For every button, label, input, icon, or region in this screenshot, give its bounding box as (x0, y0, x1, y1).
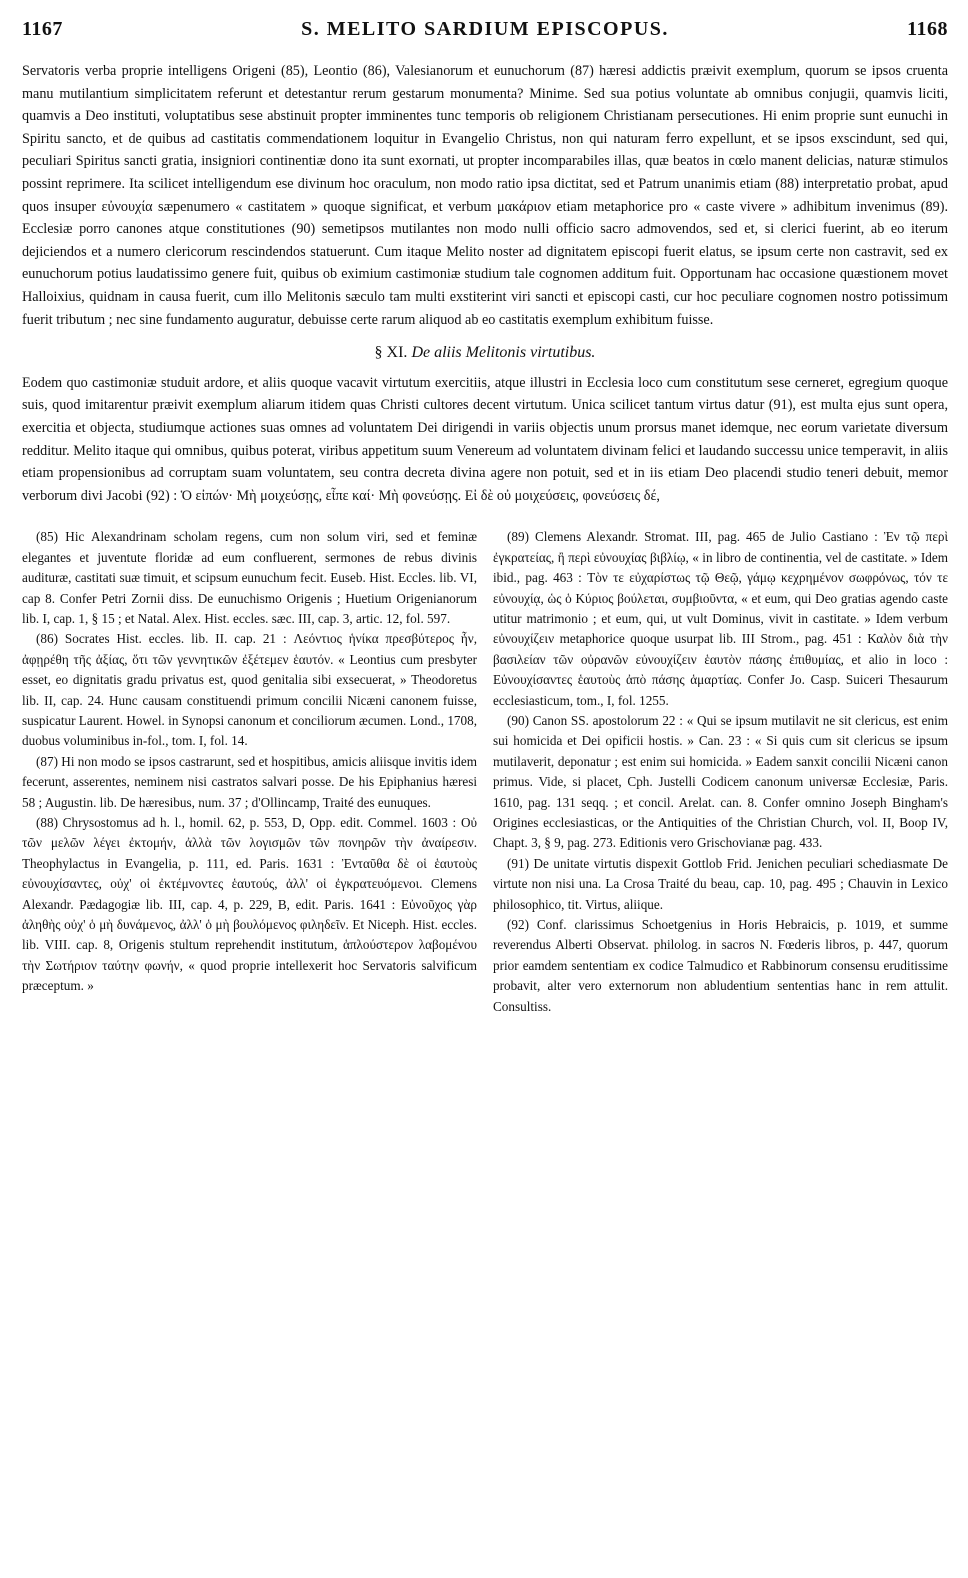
section-heading (22, 342, 948, 365)
document-page (22, 18, 948, 1017)
running-header (22, 18, 948, 48)
section-number: § XI. (374, 344, 408, 362)
footnotes-left-column (22, 527, 477, 1017)
right-page-number: 1168 (907, 18, 948, 40)
footnote-88: (88) Chrysostomus ad h. l., homil. 62, p. 553, D, Opp. edit. Commel. 1603 : Οὐ τῶν μελῶν λέγει ἐκτομήν, ἀλλὰ τῶν λογισμῶν τῶν πονηρῶν τὴν ἀναίρεσιν. Theophylactus in Evangelia, p. 111, ed. Paris. 1631 : Ἐνταῦθα δὲ οἱ ἑαυτοὺς εὐνουχίσαντες, οὐχ' οἱ ἐκτέμνοντες ἑαυτούς, ἀλλ' οἱ ἐγκρατευόμενοι. Clemens Alexandr. Pædagogiæ lib. III, cap. 4, p. 229, B, edit. Paris. 1641 : Εὐνοῦχος γὰρ ἀληθὴς οὐχ' ὁ μὴ δυνάμενος, ἀλλ' ὁ μὴ βουλόμενος φιληδεῖν. Et Niceph. Hist. eccles. lib. VIII. cap. 8, Origenis stultum reprehendit institutum, ἁπλούστερον λαβομένου τὴν Σωτήριον ταύτην φωνήν, « quod proprie intellexerit hoc Servatoris salvificum præceptum. » (22, 814, 477, 994)
footnote-92: (92) Conf. clarissimus Schoetgenius in Horis Hebraicis, p. 1019, et summe reverendus Alberti Observat. philolog. in sacros N. Fœderis libros, p. 447, quorum prior eamdem sententiam ex codice Talmudico et Rabbinorum consensu eruditissime probavit, alter vero externorum non abludentium sententias hanc in rem attulit. Consultiss. (493, 917, 948, 1014)
footnote-91: (91) De unitate virtutis dispexit Gottlob Frid. Jenichen peculiari schediasmate De virtute non nisi una. La Crosa Traité du beau, cap. 10, pag. 495 ; Chauvin in Lexico philosophico, tit. Virtus, aliique. (493, 855, 948, 912)
footnote-86: (86) Socrates Hist. eccles. lib. II. cap. 21 : Λεόντιος ἡνίκα πρεσβύτερος ἦν, ἀφῃρέθη τῆς ἀξίας, ὅτι τῶν γεννητικῶν ἐξέτεμεν ἑαυτόν. « Leontius cum presbyter esset, eo dignitatis gradu privatus est, quod genitalia sibi exsecuerat, » Theodoretus lib. II, cap. 24. Hunc causam constituendi primum concilii Nicæni canonem fuisse, suspicatur Laurent. Howel. in Synopsi canonum et conciliorum æcumen. Lond., 1708, duobus voluminibus in-fol., tom. I, fol. 14. (22, 631, 477, 749)
section-title: De aliis Melitonis virtutibus. (411, 344, 596, 362)
footnotes-right-column (493, 527, 948, 1017)
running-title: S. MELITO SARDIUM EPISCOPUS. (301, 18, 669, 40)
footnote-90: (90) Canon SS. apostolorum 22 : « Qui se ipsum mutilavit ne sit clericus, est enim sui homicida et Dei opificii hostis. » Can. 23 : « Si quis cum sit clericus se ipsum mutilaverit, deponatur ; est enim sui homicida. » Eadem sanxit concilii Nicæni canon primus. Vide, si placet, Cph. Justelli Codicem canonum universæ Ecclesiæ, Paris. 1610, pag. 131 seqq. ; et concil. Arelat. can. 8. Confer omnino Joseph Bingham's Origines ecclesiasticas, or the Antiquities of the Christian Church, vol. II, Boop IV, Chapt. 3, § 9, pag. 273. Editionis vero Grischovianæ pag. 433. (493, 712, 948, 851)
footnote-87: (87) Hi non modo se ipsos castrarunt, sed et hospitibus, amicis aliisque invitis idem fecerunt, asserentes, neminem nisi castratos salvari posse. De his Epiphanius hæresi 58 ; Augustin. lib. De hæresibus, num. 37 ; d'Ollincamp, Traité des eunuques. (22, 753, 477, 810)
paragraph: Eodem quo castimoniæ studuit ardore, et aliis quoque vacavit virtutum exercitiis, atque illustri in Ecclesia loco cum constitutum sese cerneret, egregium quoque suis, quod imitarentur præivit exemplum aliarum itidem quas Christi cultores decent virtutum. Unica scilicet tantum virtus datur (91), est multa ejus sunt opera, exercitia et objecta, studiumque actiones suas omnes ad voluntatem Dei dirigendi in variis objectis unum prorsus manet idemque, nec eorum varietate diversum redditur. Melito itaque qui omnibus, quibus poterat, viribus appetitum suum Venereum ad voluntatem divinam felici et laudando successu unice temperavit, in aliis etiam propensionibus ad corruptam suam voluntatem, seu contra decreta divina agere non potuit, sed et in iis etiam Deo placendi studio teneri debuit, memor verborum divi Jacobi (92) : Ὁ εἰπών· Μὴ μοιχεύσῃς, εἶπε καί· Μὴ φονεύσῃς. Εἰ δὲ οὐ μοιχεύσεις, φονεύσεις δέ, (22, 374, 948, 504)
footnotes (22, 527, 948, 1017)
paragraph: Servatoris verba proprie intelligens Origeni (85), Leontio (86), Valesianorum et eunuchorum (87) hæresi addictis præivit exemplum, quorum se ipsos cruenta manu mutilantium simplicitatem referunt et detestantur rerum gestarum monumenta? Minime. Sed sua potius voluntate ab omnibus conjugii, quamvis liciti, quamvis a Deo instituti, voluptatibus sese abstinuit propter imminentes tunc temporis ob religionem Christianam persecutiones. Hi enim proprie sunt eunuchi in Spiritu sancto, et de quibus ad castitatis commendationem loquitur in Evangelio Christus, non qui naturam ferro expellunt, et se ipsos exscindunt, sed qui, peculiari Spiritus sancti gratia, insigniori continentiæ dono ita sunt exornati, ut propter incomparabiles illas, quæ beatos in cœlo manent delicias, naturæ stimulos possint reprimere. Ita scilicet intelligendum ese divinum hoc oraculum, non modo ratio ipsa dictitat, sed et Patrum unanimis etiam (88) interpretatio probat, apud quos insuper εὐνουχία sæpenumero « castitatem » quoque significat, et verbum μακάριον etiam metaphorice pro « caste vivere » adhibitum invenimus (89). Ecclesiæ porro canones atque constitutiones (90) semetipsos mutilantes non modo nulli officio sacro admovendos, sed et, si clerici fuerint, ab eo iterum dejiciendos et a numero clericorum rescindendos statuerunt. Cum itaque Melito noster ad dignitatem episcopi fuerit elatus, se ipsum certe non castravit, sed ex eunuchorum potius laudatissimo genere fuit, quibus ob eximium castimoniæ studium tale cognomen additum fuit. Opportunam hac occasione quæstionem movet Halloixius, quidnam in causa fuerit, cum illo Melitonis sæculo tam multi exstiterint viri sancti et episcopi casti, cur hoc peculiare cognomen nostro potissimum fuerit tributum ; nec sine fundamento auguratur, debuisse certe rarum aliquod ab eo castitatis exemplum exhibitum fuisse. (22, 63, 948, 328)
main-text (22, 60, 948, 507)
footnote-89: (89) Clemens Alexandr. Stromat. III, pag. 465 de Julio Castiano : Ἐν τῷ περὶ ἐγκρατείας, ἢ περὶ εὐνουχίας βιβλίῳ, « in libro de continentia, vel de castitate. » Idem ibid., pag. 463 : Τὸν τε εὐχαρίστως τῷ Θεῷ, γάμῳ κεχρημένον σωφρόνως, τόν τε εὐνουχίᾳ, ὡς ὁ Κύριος βούλεται, συμβιοῦντα, « et eum, qui Deo gratias agendo caste utitur matrimonio ; et eum, qui, ut vult Dominus, vivit in castitate. » Idem verbum εὐνουχίζειν metaphorice quoque usurpat lib. III Strom., pag. 451 : Καλὸν διὰ τὴν βασιλείαν τῶν οὐρανῶν εὐνουχίζειν ἑαυτὸν πάσης ἐπιθυμίας, et alio in loco : Εὐνουχίσαντες ἑαυτοὺς ἀπὸ πάσης ἁμαρτίας. Confer Jo. Casp. Suiceri Thesaurum ecclesiasticum, tom., I, fol. 1255. (493, 529, 948, 708)
footnote-85: (85) Hic Alexandrinam scholam regens, cum non solum viri, sed et feminæ elegantes et juventute floridæ ad eum confluerent, sermones de rebus divinis audituræ, castitati suæ timuit, et scipsum eunuchum fecit. Euseb. Hist. Eccles. lib. VI, cap 8. Confer Petri Zornii diss. De eunuchismo Origenis ; Huetium Origenianorum lib. I, cap. 1, § 15 ; et Natal. Alex. Hist. eccles. sæc. III, cap. 3, artic. 12, fol. 597. (22, 529, 477, 626)
left-page-number: 1167 (22, 18, 63, 40)
